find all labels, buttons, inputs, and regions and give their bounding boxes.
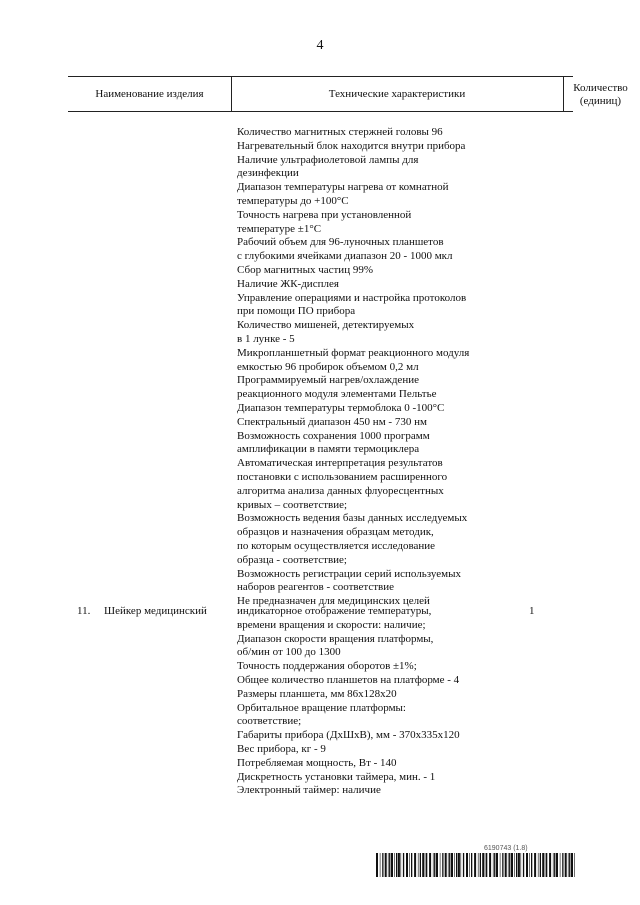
barcode-bar bbox=[433, 853, 434, 877]
spec-line: Количество мишеней, детектируемых bbox=[237, 319, 415, 332]
barcode-bar bbox=[516, 853, 517, 877]
barcode-bar bbox=[485, 853, 486, 877]
barcode-bar bbox=[469, 853, 470, 877]
spec-line: постановки с использованием расширенного bbox=[237, 470, 448, 483]
spec-line: Спектральный диапазон 450 нм - 730 нм bbox=[237, 415, 427, 428]
barcode-bar bbox=[568, 853, 569, 877]
barcode-bar bbox=[448, 853, 449, 877]
spec-line: в 1 лунке - 5 bbox=[237, 332, 295, 345]
spec-line: Не предназначен для медицинских целей bbox=[237, 595, 430, 608]
barcode-bar bbox=[529, 853, 530, 877]
barcode-bar bbox=[560, 853, 561, 877]
barcode-bar bbox=[569, 853, 570, 877]
barcode-bar bbox=[538, 853, 539, 877]
spec-line: Орбитальное вращение платформы: bbox=[237, 701, 406, 714]
barcode-bar bbox=[496, 853, 498, 877]
barcode-bar bbox=[380, 853, 381, 877]
barcode-bar bbox=[445, 853, 447, 877]
spec-line: Автоматическая интерпретация результатов bbox=[237, 457, 443, 470]
spec-line: реакционного модуля элементами Пельтье bbox=[237, 388, 437, 401]
spec-line: индикаторное отображение температуры, bbox=[237, 605, 432, 617]
item-specs bbox=[237, 605, 497, 798]
barcode-bar bbox=[482, 853, 484, 877]
barcode-bar bbox=[489, 853, 491, 877]
barcode-bar bbox=[388, 853, 389, 877]
barcode-bar bbox=[409, 853, 410, 877]
barcode-bar bbox=[545, 853, 546, 877]
barcode-bar bbox=[401, 853, 402, 877]
spec-line: Диапазон скорости вращения платформы, bbox=[237, 632, 434, 645]
spec-line: Точность нагрева при установленной bbox=[237, 208, 412, 221]
barcode-bar bbox=[434, 853, 435, 877]
barcode-bar bbox=[546, 853, 547, 877]
barcode-bar bbox=[436, 853, 438, 877]
barcode-bar bbox=[508, 853, 509, 877]
spec-line: образцов и назначения образцам методик, bbox=[237, 526, 434, 539]
barcode-image bbox=[376, 853, 576, 877]
spec-line: Микропланшетный формат реакционного модуля bbox=[237, 346, 470, 359]
spec-line: Возможность ведения базы данных исследуемых bbox=[237, 512, 468, 525]
barcode-bar bbox=[420, 853, 421, 877]
barcode-bar bbox=[562, 853, 563, 877]
item-number: 11. bbox=[77, 605, 91, 617]
barcode-bar bbox=[425, 853, 426, 877]
item-quantity: 1 bbox=[529, 605, 535, 617]
barcode-bar bbox=[426, 853, 427, 877]
spec-line: Программируемый нагрев/охлаждение bbox=[237, 374, 419, 387]
spec-line: Возможность сохранения 1000 программ bbox=[237, 429, 430, 442]
spec-line: с глубокими ячейками диапазон 20 - 1000 мкл bbox=[237, 250, 453, 263]
spec-line: Электронный таймер: наличие bbox=[237, 784, 381, 797]
barcode-bar bbox=[411, 853, 412, 877]
barcode-bar bbox=[456, 853, 457, 877]
barcode-bar bbox=[403, 853, 404, 877]
spec-line: амплификации в памяти термоциклера bbox=[237, 443, 420, 456]
continuation-specs bbox=[237, 126, 497, 609]
spec-line: Нагревательный блок находится внутри прибора bbox=[237, 139, 466, 152]
spec-line: алгоритма анализа данных флуоресцентных bbox=[237, 484, 444, 497]
barcode-bar bbox=[554, 853, 555, 877]
item-row-11 bbox=[77, 605, 207, 617]
header-item-name: Наименование изделия bbox=[95, 87, 204, 100]
spec-line: Наличие ЖК-дисплея bbox=[237, 277, 339, 290]
barcode-bar bbox=[376, 853, 378, 877]
spec-line: образца - соответствие; bbox=[237, 553, 347, 566]
barcode-bar bbox=[574, 853, 575, 877]
barcode-bar bbox=[385, 853, 387, 877]
barcode-bar bbox=[542, 853, 544, 877]
spec-line: наборов реагентов - соответствие bbox=[237, 581, 395, 594]
barcode-bar bbox=[389, 853, 390, 877]
barcode-bar bbox=[511, 853, 513, 877]
barcode-bar bbox=[396, 853, 397, 877]
spec-line: Размеры планшета, мм 86х128х20 bbox=[237, 687, 397, 700]
barcode-bar bbox=[523, 853, 524, 877]
barcode-bar bbox=[540, 853, 541, 877]
barcode-bar bbox=[463, 853, 464, 877]
header-technical-specs: Технические характеристики bbox=[328, 87, 466, 100]
barcode-bar bbox=[549, 853, 551, 877]
barcode-bar bbox=[494, 853, 495, 877]
barcode-bar bbox=[526, 853, 528, 877]
header-quantity: Количество (единиц) bbox=[573, 82, 628, 107]
spec-line: дезинфекции bbox=[237, 167, 299, 180]
spec-line: Диапазон температуры термоблока 0 -100°С bbox=[237, 401, 445, 414]
spec-line: Потребляемая мощность, Вт - 140 bbox=[237, 756, 397, 769]
barcode-bar bbox=[391, 853, 393, 877]
barcode-bar bbox=[451, 853, 453, 877]
spec-line: соответствие; bbox=[237, 715, 302, 728]
barcode-bar bbox=[466, 853, 468, 877]
spec-line: Вес прибора, кг - 9 bbox=[237, 742, 326, 755]
barcode-bar bbox=[571, 853, 573, 877]
barcode-bar bbox=[406, 853, 408, 877]
page-number: 4 bbox=[316, 38, 324, 53]
spec-line: Габариты прибора (ДхШхВ), мм - 370х335х120 bbox=[237, 729, 460, 742]
barcode-bar bbox=[471, 853, 472, 877]
barcode-bar bbox=[440, 853, 441, 877]
spec-line: при помощи ПО прибора bbox=[237, 305, 356, 318]
spec-line: емкостью 96 пробирок объемом 0,2 мл bbox=[237, 360, 419, 373]
document-code: 6190743 (1.8) bbox=[484, 845, 528, 852]
spec-line: Управление операциями и настройка протоколов bbox=[237, 291, 467, 304]
spec-line: кривых – соответствие; bbox=[237, 498, 348, 511]
barcode-bar bbox=[500, 853, 501, 877]
barcode-bar bbox=[480, 853, 481, 877]
barcode-bar bbox=[505, 853, 507, 877]
spec-line: температуры до +100°С bbox=[237, 194, 349, 207]
barcode-bar bbox=[454, 853, 455, 877]
spec-line: Диапазон температуры нагрева от комнатной bbox=[237, 181, 449, 194]
barcode-bar bbox=[398, 853, 400, 877]
spec-line: времени вращения и скорости: наличие; bbox=[237, 618, 426, 631]
barcode-bar bbox=[458, 853, 460, 877]
barcode-bar bbox=[449, 853, 450, 877]
barcode-bar bbox=[382, 853, 383, 877]
spec-line: Точность поддержания оборотов ±1%; bbox=[237, 660, 417, 673]
spec-line: температуре ±1°С bbox=[237, 222, 322, 235]
barcode-bar bbox=[486, 853, 487, 877]
barcode-bar bbox=[422, 853, 424, 877]
spec-line: Сбор магнитных частиц 99% bbox=[237, 263, 373, 276]
spec-line: Возможность регистрации серий используемых bbox=[237, 567, 461, 580]
barcode-bar bbox=[514, 853, 515, 877]
barcode-bar bbox=[394, 853, 395, 877]
barcode-bar bbox=[531, 853, 532, 877]
barcode-bar bbox=[442, 853, 443, 877]
spec-line: Общее количество планшетов на платформе - 4 bbox=[237, 673, 460, 686]
barcode-bar bbox=[429, 853, 431, 877]
spec-line: об/мин от 100 до 1300 bbox=[237, 646, 341, 659]
spec-line: Рабочий объем для 96-луночных планшетов bbox=[237, 236, 444, 249]
spec-line: по которым осуществляется исследование bbox=[237, 539, 436, 552]
barcode-bar bbox=[518, 853, 520, 877]
spec-line: Количество магнитных стержней головы 96 bbox=[237, 126, 443, 138]
barcode-bar bbox=[556, 853, 558, 877]
barcode-bar bbox=[478, 853, 479, 877]
spec-line: Дискретность установки таймера, мин. - 1 bbox=[237, 770, 436, 783]
barcode-bar bbox=[418, 853, 419, 877]
barcode-bar bbox=[534, 853, 536, 877]
barcode-bar bbox=[509, 853, 510, 877]
barcode-bar bbox=[553, 853, 554, 877]
barcode-bar bbox=[565, 853, 567, 877]
spec-line: Наличие ультрафиолетовой лампы для bbox=[237, 153, 419, 166]
barcode-bar bbox=[521, 853, 522, 877]
barcode-bar bbox=[493, 853, 494, 877]
barcode-bar bbox=[414, 853, 416, 877]
barcode-bar bbox=[461, 853, 462, 877]
barcode-bar bbox=[474, 853, 476, 877]
item-name: Шейкер медицинский bbox=[104, 605, 207, 617]
barcode-bar bbox=[502, 853, 503, 877]
table-header bbox=[68, 76, 628, 112]
